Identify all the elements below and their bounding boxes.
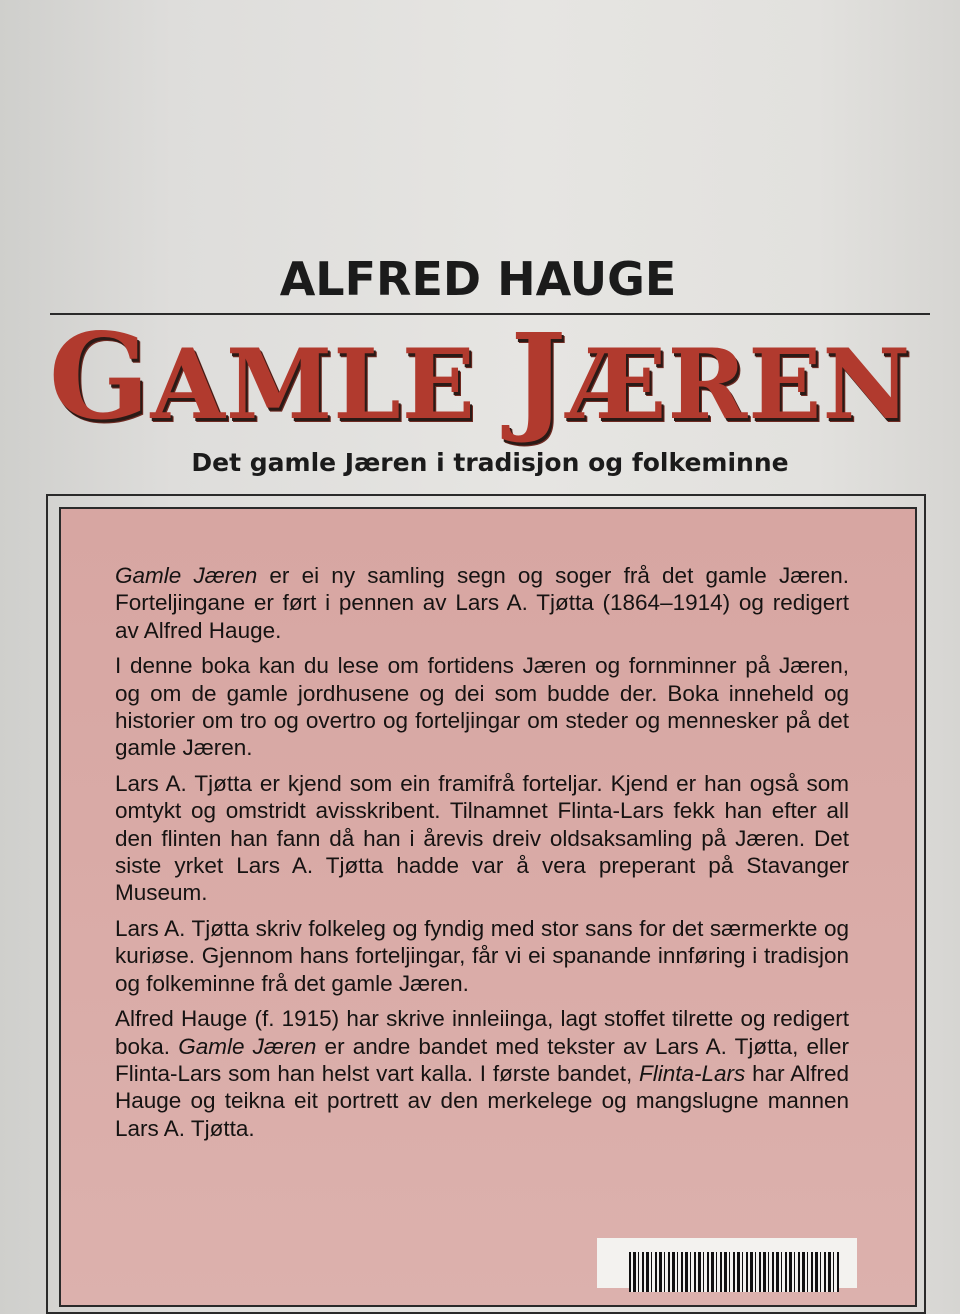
blurb-paragraph-3: Lars A. Tjøtta er kjend som ein framifrå forteljar. Kjend er han også som omtykt og omstridt avisskribent. Tilnamnet Flinta-Lars fekk han efter all den flinten han fann då han i årevis dreiv oldsaksamling på Jæren. Det siste yrket Lars A. Tjøtta hadde var å vera preperant på Stavanger Museum.: [115, 770, 849, 906]
blurb-paragraph-5-part-a: Alfred Hauge (f. 1915) har skrive innleiinga, lagt stoffet tilrette og redigert boka.: [115, 1006, 849, 1059]
blurb-paragraph-1-text: er ei ny samling segn og soger frå det gamle Jæren. Forteljingane er ført i pennen av Lars A. Tjøtta (1864–1914) og redigert av Alfred Hauge.: [115, 563, 849, 643]
title-word-one-rest: AMLE: [150, 328, 511, 441]
title-initial-j: J: [510, 307, 568, 446]
first-volume-title: Flinta-Lars: [639, 1060, 746, 1086]
blurb-paragraph-4: Lars A. Tjøtta skriv folkeleg og fyndig med stor sans for det særmerkte og kuriøse. Gjennom hans forteljingar, får vi ei spanande innføring i tradisjon og folkeminne frå det gamle Jæren.: [115, 915, 849, 996]
book-title: [0, 307, 960, 446]
barcode-label: [597, 1238, 857, 1288]
barcode-icon: [629, 1252, 839, 1292]
author-name: ALFRED HAUGE: [279, 252, 677, 306]
blurb-text: [115, 562, 849, 1150]
title-divider: [50, 313, 930, 315]
title-word-two-rest: ÆREN: [567, 328, 912, 441]
title-initial-g: G: [48, 307, 151, 446]
blurb-paragraph-5-part-b: er andre bandet med tekster av Lars A. Tjøtta, eller Flinta-Lars som han helst vart kalla. I første bandet,: [115, 1033, 850, 1086]
book-title-inline: Gamle Jæren: [115, 563, 258, 588]
book-subtitle: Det gamle Jæren i tradisjon og folkeminne: [191, 448, 789, 477]
blurb-paragraph-2: I denne boka kan du lese om fortidens Jæren og fornminner på Jæren, og om de gamle jordhusene og dei som budde der. Boka inneheld og historier om tro og overtro og forteljingar om steder og mennesker på det gamle Jæren.: [115, 653, 849, 761]
blurb-paragraph-1: [115, 562, 849, 644]
book-title-inline-2: Gamle Jæren: [178, 1033, 317, 1059]
blurb-paragraph-5: [115, 1005, 849, 1142]
blurb-paragraph-5-part-c: har Alfred Hauge og teikna eit portrett av den merkelege og mangslugne mannen Lars A. Tjøtta.: [115, 1060, 849, 1141]
